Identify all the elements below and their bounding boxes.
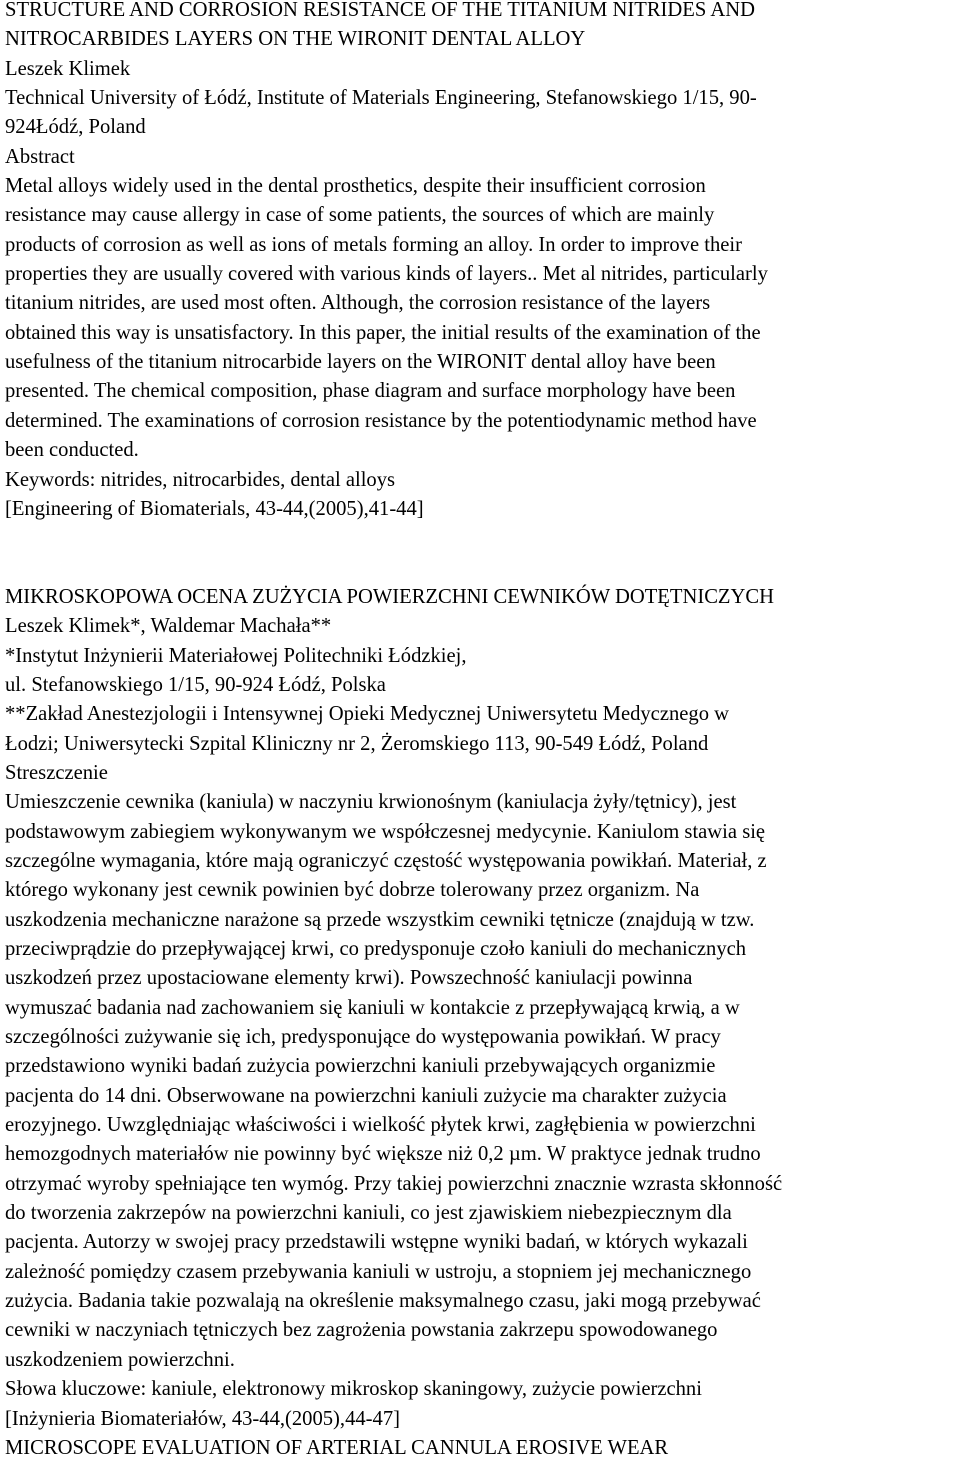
article-2-abstract-line: hemozgodnych materiałów nie powinny być większe niż 0,2 µm. W praktyce jednak trudno: [5, 1143, 761, 1166]
article-1-abstract-line: resistance may cause allergy in case of some patients, the sources of which are mainly: [5, 204, 715, 227]
article-1-abstract-line: products of corrosion as well as ions of metals forming an alloy. In order to improve their: [5, 233, 743, 256]
article-2-affiliation-line: **Zakład Anestezjologii i Intensywnej Opieki Medycznej Uniwersytetu Medycznego w: [5, 703, 730, 726]
article-2-authors: Leszek Klimek*, Waldemar Machała**: [5, 615, 332, 638]
article-2-abstract-line: zależność pomiędzy czasem przebywania kaniuli w ustroju, a stopniem jej mechanicznego: [5, 1260, 752, 1283]
article-1-keywords: Keywords: nitrides, nitrocarbides, dental alloys: [5, 468, 396, 491]
article-2-abstract-line: pacjenta. Autorzy w swojej pracy przedstawili wstępne wyniki badań, w których wykazali: [5, 1231, 748, 1254]
article-2-affiliation-line: ul. Stefanowskiego 1/15, 90-924 Łódź, Polska: [5, 673, 386, 696]
article-2-abstract-line: pacjenta do 14 dni. Obserwowane na powierzchni kaniuli zużycie ma charakter zużycia: [5, 1084, 727, 1107]
article-1-abstract-line: been conducted.: [5, 439, 139, 462]
article-1-abstract: [5, 172, 960, 465]
document-page: [5, 0, 960, 1463]
article-2-title: MIKROSKOPOWA OCENA ZUŻYCIA POWIERZCHNI CEWNIKÓW DOTĘTNICZYCH: [5, 585, 774, 608]
article-2-keywords: Słowa kluczowe: kaniule, elektronowy mikroskop skaningowy, zużycie powierzchni: [5, 1378, 702, 1401]
article-2-abstract: [5, 788, 960, 1375]
article-1-abstract-line: obtained this way is unsatisfactory. In this paper, the initial results of the examination of the: [5, 321, 761, 344]
article-2-abstract-line: Umieszczenie cewnika (kaniula) w naczyniu krwionośnym (kaniulacja żyły/tętnicy), jest: [5, 791, 737, 814]
article-2-abstract-line: podstawowym zabiegiem wykonywanym we współczesnej medycynie. Kaniulom stawia się: [5, 820, 766, 843]
article-1-title: [5, 0, 960, 55]
article-2-english-title: MICROSCOPE EVALUATION OF ARTERIAL CANNULA EROSIVE WEAR: [5, 1436, 669, 1459]
article-1-affiliation-line: Technical University of Łódź, Institute of Materials Engineering, Stefanowskiego 1/15, 90-: [5, 87, 757, 110]
article-1-abstract-heading: Abstract: [5, 145, 75, 168]
article-2-abstract-line: przedstawiono wyniki badań zużycia powierzchni kaniuli przebywających organizmie: [5, 1055, 716, 1078]
section-spacer: [5, 524, 960, 583]
article-2-abstract-line: wymuszać badania nad zachowaniem się kaniuli w kontakcie z przepływającą krwią, a w: [5, 996, 740, 1019]
article-1-affiliation-line: 924Łódź, Poland: [5, 116, 146, 139]
article-1-affiliation: [5, 84, 960, 143]
article-1-title-line: NITROCARBIDES LAYERS ON THE WIRONIT DENTAL ALLOY: [5, 28, 586, 51]
article-2-abstract-line: zużycia. Badania takie pozwalają na określenie maksymalnego czasu, jaki mogą przebywać: [5, 1290, 761, 1313]
article-2-affiliation: [5, 642, 960, 759]
article-2-abstract-heading: Streszczenie: [5, 761, 108, 784]
article-2-abstract-line: którego wykonany jest cewnik powinien być dobrze tolerowany przez organizm. Na: [5, 879, 700, 902]
article-2-abstract-line: otrzymać wyroby spełniające ten wymóg. Przy takiej powierzchni znacznie wzrasta skłonność: [5, 1172, 783, 1195]
article-1-abstract-line: properties they are usually covered with various kinds of layers.. Met al nitrides, particularly: [5, 263, 768, 286]
article-2-affiliation-line: *Instytut Inżynierii Materiałowej Politechniki Łódzkiej,: [5, 644, 467, 667]
article-2-abstract-line: przeciwprądzie do przepływającej krwi, co predysponuje czoło kaniuli do mechanicznych: [5, 938, 747, 960]
article-2-abstract-line: do tworzenia zakrzepów na powierzchni kaniuli, co jest zjawiskiem niebezpiecznym dla: [5, 1202, 732, 1225]
article-1-abstract-line: presented. The chemical composition, phase diagram and surface morphology have been: [5, 380, 736, 403]
article-2: [5, 583, 960, 1463]
article-2-abstract-line: cewniki w naczyniach tętniczych bez zagrożenia powstania zakrzepu spowodowanego: [5, 1319, 718, 1342]
article-1-title-line: STRUCTURE AND CORROSION RESISTANCE OF THE TITANIUM NITRIDES AND: [5, 0, 755, 21]
article-2-citation: [Inżynieria Biomateriałów, 43-44,(2005),44-47]: [5, 1407, 400, 1430]
article-1-author: Leszek Klimek: [5, 57, 131, 80]
article-2-abstract-line: szczególne wymagania, które mają ograniczyć częstość występowania powikłań. Materiał, z: [5, 849, 767, 872]
article-2-abstract-line: uszkodzeniem powierzchni.: [5, 1348, 235, 1371]
article-1-abstract-line: titanium nitrides, are used most often. Although, the corrosion resistance of the layers: [5, 292, 711, 315]
article-1: [5, 0, 960, 524]
article-1-citation: [Engineering of Biomaterials, 43-44,(2005),41-44]: [5, 497, 424, 520]
article-2-affiliation-line: Łodzi; Uniwersytecki Szpital Kliniczny nr 2, Żeromskiego 113, 90-549 Łódź, Poland: [5, 732, 709, 755]
article-2-abstract-line: szczególności zużywanie się ich, predysponujące do występowania powikłań. W pracy: [5, 1026, 721, 1049]
article-1-abstract-line: Metal alloys widely used in the dental prosthetics, despite their insufficient corrosion: [5, 175, 706, 198]
article-1-abstract-line: determined. The examinations of corrosion resistance by the potentiodynamic method have: [5, 409, 757, 432]
article-2-abstract-line: uszkodzeń przez upostaciowane elementy krwi). Powszechność kaniulacji powinna: [5, 967, 693, 990]
article-2-abstract-line: erozyjnego. Uwzględniając właściwości i wielkość płytek krwi, zagłębienia w powierzchni: [5, 1114, 756, 1137]
article-1-abstract-line: usefulness of the titanium nitrocarbide layers on the WIRONIT dental alloy have been: [5, 351, 716, 374]
article-2-abstract-line: uszkodzenia mechaniczne narażone są przede wszystkim cewniki tętnicze (znajdują w tzw.: [5, 908, 755, 931]
